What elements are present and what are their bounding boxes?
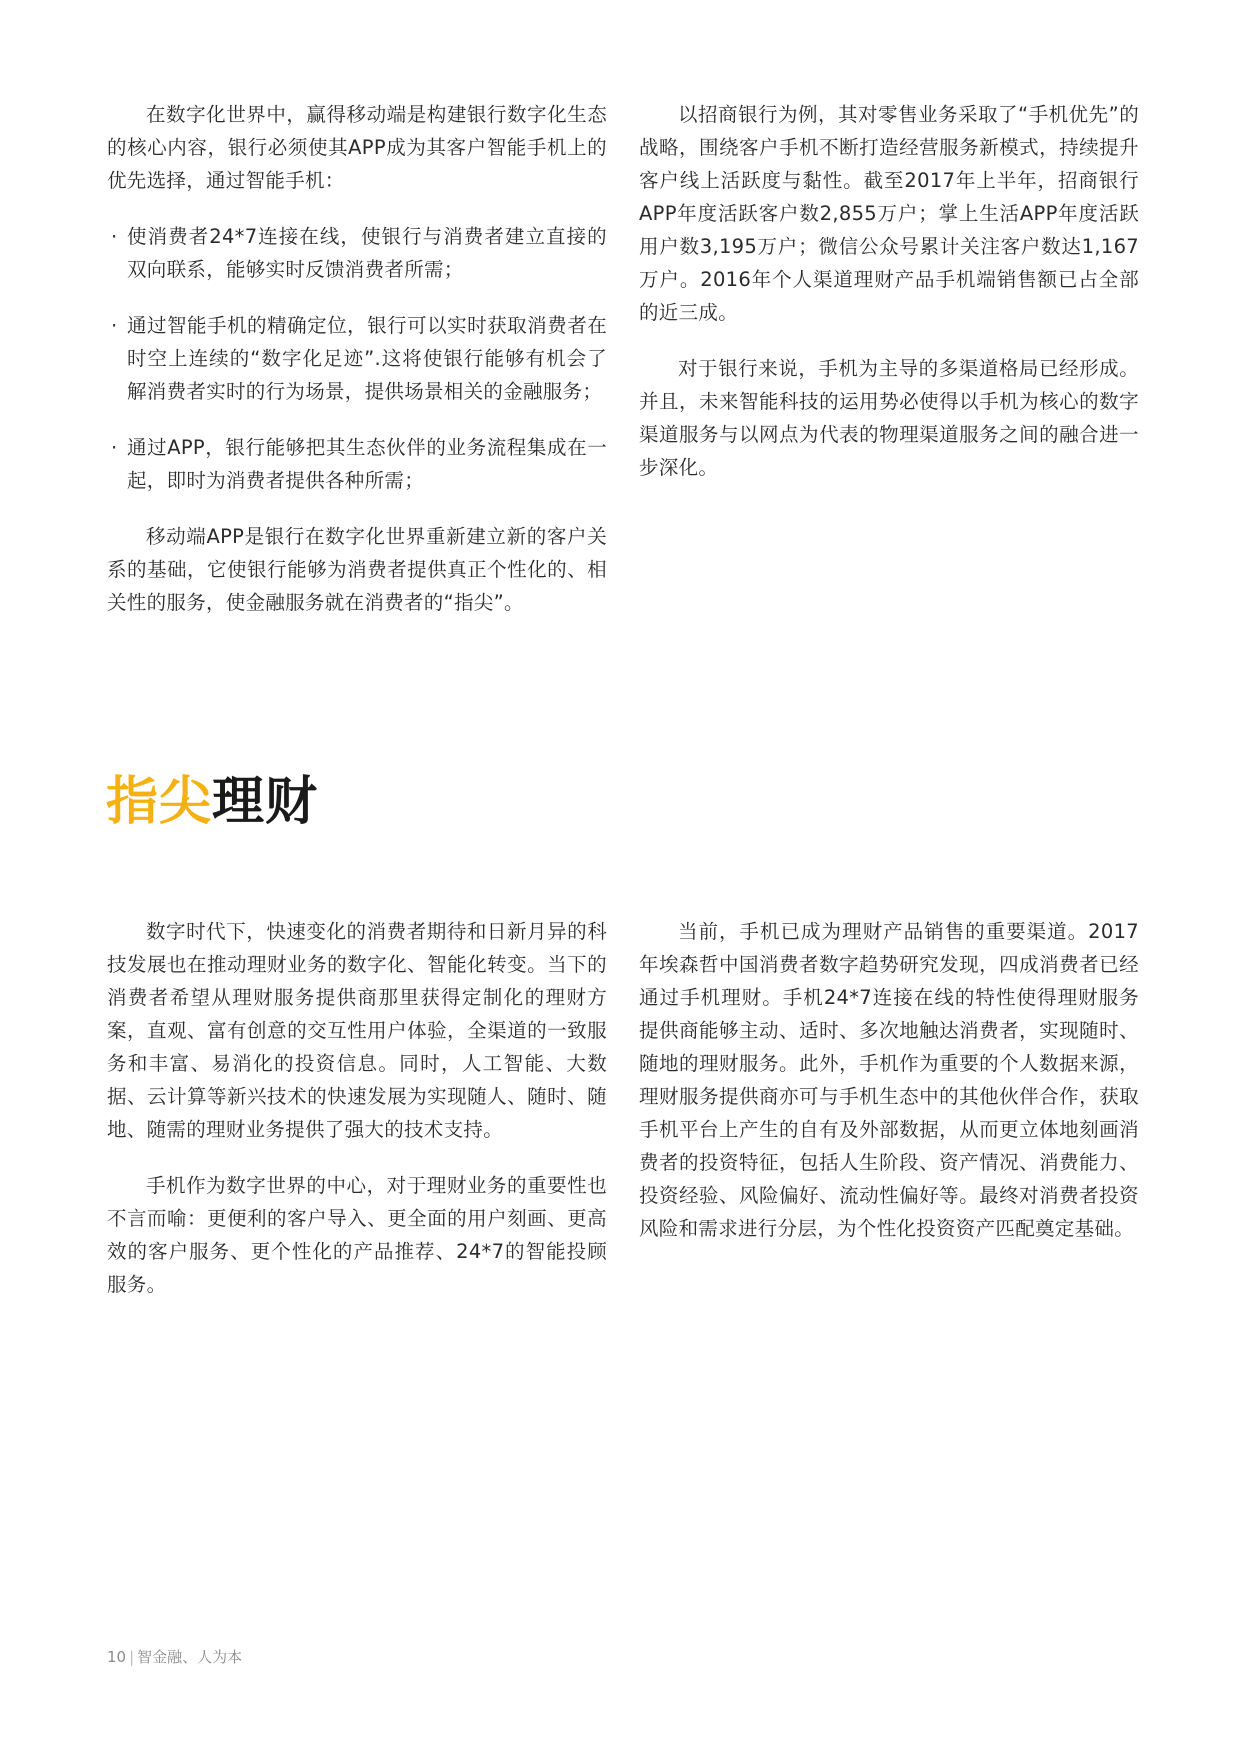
paragraph: 当前，手机已成为理财产品销售的重要渠道。2017年埃森哲中国消费者数字趋势研究发现，四成消费者已经通过手机理财。手机24*7连接在线的特性使得理财服务提供商能够主动、适时、多次地触达消费者，实现随时、随地的理财服务。此外，手机作为重要的个人数据来源，理财服务提供商亦可与手机生态中的其他伙伴合作，获取手机平台上产生的自有及外部数据，从而更立体地刻画消费者的投资特征，包括人生阶段、资产情况、消费能力、投资经验、风险偏好、流动性偏好等。最终对消费者投资风险和需求进行分层，为个性化投资资产匹配奠定基础。 bbox=[639, 920, 1139, 1240]
bullet-marker: · bbox=[111, 314, 118, 337]
bottom-right-column bbox=[639, 915, 1139, 1245]
bullet-item bbox=[107, 220, 607, 286]
bullet-text: 通过APP，银行能够把其生态伙伴的业务流程集成在一起，即时为消费者提供各种所需； bbox=[127, 436, 607, 492]
bullet-text: 使消费者24*7连接在线，使银行与消费者建立直接的双向联系，能够实时反馈消费者所需； bbox=[127, 225, 607, 281]
section-title bbox=[106, 772, 318, 832]
paragraph: 手机作为数字世界的中心，对于理财业务的重要性也不言而喻：更便利的客户导入、更全面的用户刻画、更高效的客户服务、更个性化的产品推荐、24*7的智能投顾服务。 bbox=[107, 1174, 607, 1296]
bullet-item bbox=[107, 431, 607, 497]
footer-title: 智金融、人为本 bbox=[137, 1648, 243, 1666]
footer-separator: | bbox=[129, 1648, 135, 1666]
section-title-rest: 理财 bbox=[212, 772, 319, 832]
section-title-highlight: 指尖 bbox=[106, 772, 213, 832]
paragraph: 移动端APP是银行在数字化世界重新建立新的客户关系的基础，它使银行能够为消费者提供真正个性化的、相关性的服务，使金融服务就在消费者的“指尖”。 bbox=[107, 525, 607, 614]
bullet-marker: · bbox=[111, 436, 118, 459]
paragraph: 在数字化世界中，赢得移动端是构建银行数字化生态的核心内容，银行必须使其APP成为其客户智能手机上的优先选择，通过智能手机： bbox=[107, 103, 607, 192]
paragraph: 对于银行来说，手机为主导的多渠道格局已经形成。并且，未来智能科技的运用势必使得以手机为核心的数字渠道服务与以网点为代表的物理渠道服务之间的融合进一步深化。 bbox=[639, 357, 1139, 479]
bullet-item bbox=[107, 309, 607, 408]
bullet-marker: · bbox=[111, 225, 118, 248]
bottom-left-column bbox=[107, 915, 607, 1301]
page-footer bbox=[107, 1647, 242, 1667]
top-right-column bbox=[639, 98, 1139, 484]
bullet-text: 通过智能手机的精确定位，银行可以实时获取消费者在时空上连续的“数字化足迹”.这将使银行能够有机会了解消费者实时的行为场景，提供场景相关的金融服务； bbox=[127, 314, 607, 403]
paragraph: 数字时代下，快速变化的消费者期待和日新月异的科技发展也在推动理财业务的数字化、智能化转变。当下的消费者希望从理财服务提供商那里获得定制化的理财方案，直观、富有创意的交互性用户体验，全渠道的一致服务和丰富、易消化的投资信息。同时，人工智能、大数据、云计算等新兴技术的快速发展为实现随人、随时、随地、随需的理财业务提供了强大的技术支持。 bbox=[107, 920, 607, 1141]
page-number: 10 bbox=[107, 1648, 127, 1666]
paragraph: 以招商银行为例，其对零售业务采取了“手机优先”的战略，围绕客户手机不断打造经营服务新模式，持续提升客户线上活跃度与黏性。截至2017年上半年，招商银行APP年度活跃客户数2,855万户；掌上生活APP年度活跃用户数3,195万户；微信公众号累计关注客户数达1,167万户。2016年个人渠道理财产品手机端销售额已占全部的近三成。 bbox=[639, 103, 1139, 324]
top-left-column bbox=[107, 98, 607, 619]
